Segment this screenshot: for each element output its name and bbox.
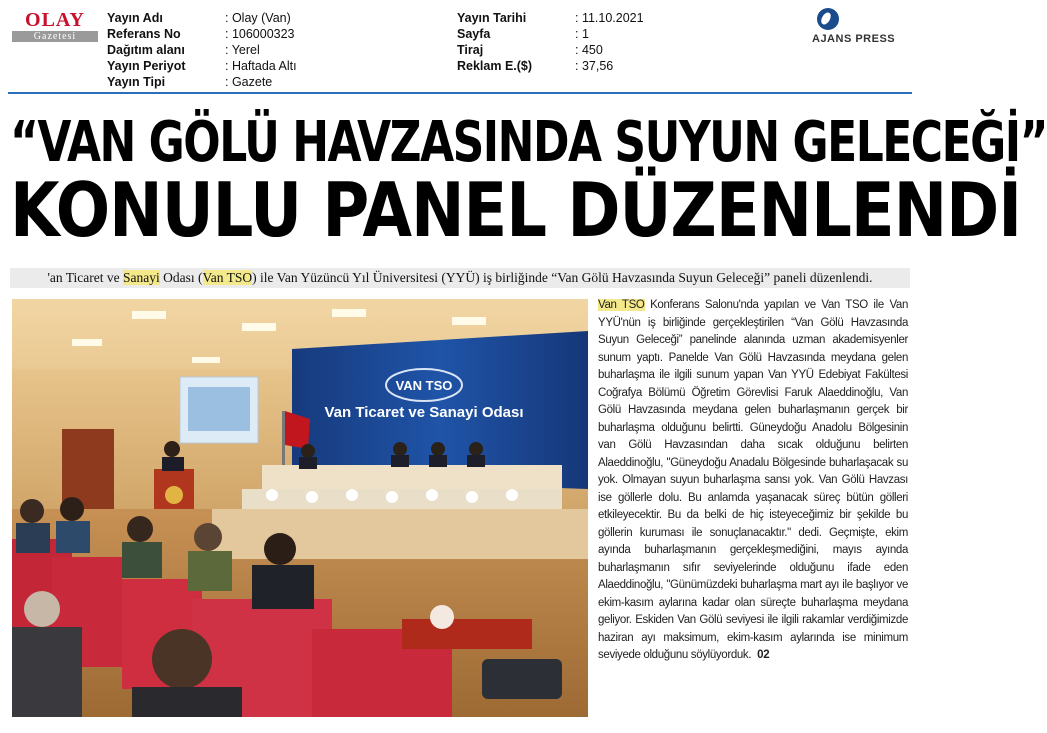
headline-line-1: “VAN GÖLÜ HAVZASINDA SUYUN GELECEĞİ”: [10, 109, 1047, 176]
panelist-body: [467, 455, 485, 467]
meta-label: Yayın Adı: [107, 11, 163, 25]
subtitle-text: ) ile Van Yüzüncü Yıl Üniversitesi (YYÜ) iş birliğinde “Van Gölü Havzasında Suyun Geleceği” paneli düzenlendi.: [252, 270, 873, 285]
ceiling-light: [242, 323, 276, 331]
flowers: [346, 489, 358, 501]
podium-emblem: [165, 486, 183, 504]
table-flowers: [430, 605, 454, 629]
meta-row: [107, 58, 297, 74]
panelist-body: [429, 455, 447, 467]
meta-row: [457, 10, 644, 26]
front-table: [402, 619, 532, 649]
audience-body: [12, 627, 82, 717]
meta-label: Yayın Periyot: [107, 59, 186, 73]
article-text: Konferans Salonu'nda yapılan ve Van TSO ile Van YYÜ'nün iş birliğinde gerçekleştirilen “Van Gölü Havzasında Suyun Geleceği” panelinde alanında uzman akademisyenler sunum yaptı. Panelde Van Gölü Havzasında meydana gelen buharlaşma ile ilgili sunum yapan Van YYÜ Edebiyat Fakültesi Coğrafya Bölümü Öğretim Görevlisi Faruk Alaeddinoğlu, Van Gölü Havzasında meydana gelen buharlaşmanın gerçek bir buharlaşma olduğunu belirtti. Güneydoğu Anadolu Bölgesinin van Gölü Havzasından daha sıcak olduğunu belirten Alaeddinoğlu, "Güneydoğu Anadalu Bölgesinde buharlaşacak su yok. Olmayan suyun buharlaşma sansı yok. Van Gölü Havzası ise göllerle dolu. Bu anlamda yaşanacak süreç bütün gölleri etkileyecektir. Bu da belki de hiç isteyeceğimiz bir şekilde bu göllerin kuruması ile sonuçlanacaktır." dedi. Geçmişte, ekim ayında buharlaşmanın gerçekleşmediğini, mayıs ayında buharlaşmanın sıfır seviyelerinde olduğunu ifade eden Alaeddinoğlu, "Günümüzdeki buharlaşma mart ayı ile başlıyor ve ekim-kasım aylarına kadar olan süreçte buharlaşma meydana geliyor. Eskiden Van Gölü seviyesi ile ilgili rakamlar verdiğimizde haziran ayı maksimum, ekim-kasım aylarında ise minimum seviyede olduğunu söylüyorduk.: [598, 299, 908, 661]
audience-body: [122, 542, 162, 578]
speaker-head: [164, 441, 180, 457]
ceiling-light: [192, 357, 220, 363]
panelist: [431, 442, 445, 456]
meta-value: : Yerel: [225, 43, 260, 57]
meta-label: Referans No: [107, 27, 181, 41]
bag: [482, 659, 562, 699]
meta-row: [107, 42, 297, 58]
audience-body: [132, 687, 242, 717]
audience-member: [152, 629, 212, 689]
audience-member: [60, 497, 84, 521]
agency-mark-icon: [817, 8, 839, 30]
projection-content: [188, 387, 250, 431]
meta-row: [107, 26, 297, 42]
panelist: [393, 442, 407, 456]
meta-value: : 106000323: [225, 27, 295, 41]
subtitle-text: Odası (: [159, 270, 203, 285]
article-paragraph: [598, 297, 908, 665]
ceiling-light: [72, 339, 102, 346]
audience-body: [188, 551, 232, 591]
audience-body: [16, 523, 50, 553]
meta-label: Sayfa: [457, 27, 491, 41]
panelist-body: [299, 457, 317, 469]
flowers: [426, 489, 438, 501]
article-lead-highlight: Van TSO: [598, 299, 645, 311]
headline-subtitle: [10, 268, 910, 288]
ceiling-light: [332, 309, 366, 317]
panelist: [301, 444, 315, 458]
meta-value: : 1: [575, 27, 589, 41]
banner-title: Van Ticaret ve Sanayi Odası: [324, 404, 524, 421]
audience-body: [56, 521, 90, 553]
meta-value: : 11.10.2021: [575, 11, 644, 25]
divider-rule: [8, 92, 912, 94]
ceiling-light: [132, 311, 166, 319]
ceiling-light: [452, 317, 486, 325]
meta-value: : 37,56: [575, 59, 614, 73]
logo-subtitle: Gazetesi: [12, 31, 98, 42]
audience-member: [194, 523, 222, 551]
panelist-body: [391, 455, 409, 467]
headline-line-2: KONULU PANEL DÜZENLENDİ: [10, 168, 1022, 255]
flowers: [506, 489, 518, 501]
meta-row: [107, 74, 297, 90]
logo-title: OLAY: [25, 9, 85, 31]
meta-row: [457, 26, 644, 42]
meta-row: [457, 58, 644, 74]
subtitle-highlight: Sanayi: [123, 270, 160, 285]
meta-label: Tiraj: [457, 43, 484, 57]
speaker-body: [162, 457, 184, 471]
flowers: [266, 489, 278, 501]
meta-value: : Haftada Altı: [225, 59, 297, 73]
banner-logo: VAN TSO: [395, 378, 453, 393]
panelist: [469, 442, 483, 456]
audience-member: [20, 499, 44, 523]
subtitle-text: 'an Ticaret ve: [47, 270, 124, 285]
publication-meta-left: [107, 10, 297, 90]
meta-value: : Gazete: [225, 75, 273, 89]
audience-member: [127, 516, 153, 542]
panel-photo-illustration: [12, 299, 588, 717]
panel-photo: [12, 299, 588, 717]
meta-value: : Olay (Van): [225, 11, 291, 25]
meta-label: Dağıtım alanı: [107, 43, 185, 57]
flowers: [466, 491, 478, 503]
meta-value: : 450: [575, 43, 603, 57]
audience-member: [264, 533, 296, 565]
meta-label: Reklam E.($): [457, 59, 533, 73]
meta-label: Yayın Tarihi: [457, 11, 527, 25]
agency-logo: [812, 8, 912, 45]
audience-body: [252, 565, 314, 609]
flowers: [386, 491, 398, 503]
newspaper-logo: [12, 9, 98, 41]
agency-name: AJANS PRESS: [812, 33, 896, 45]
article-body: [598, 297, 908, 665]
audience-member: [24, 591, 60, 627]
subtitle-highlight: Van TSO: [202, 270, 253, 285]
page-reference: 02: [757, 649, 770, 661]
meta-label: Yayın Tipi: [107, 75, 166, 89]
publication-meta-right: [457, 10, 644, 74]
flowers: [306, 491, 318, 503]
meta-row: [107, 10, 297, 26]
meta-row: [457, 42, 644, 58]
